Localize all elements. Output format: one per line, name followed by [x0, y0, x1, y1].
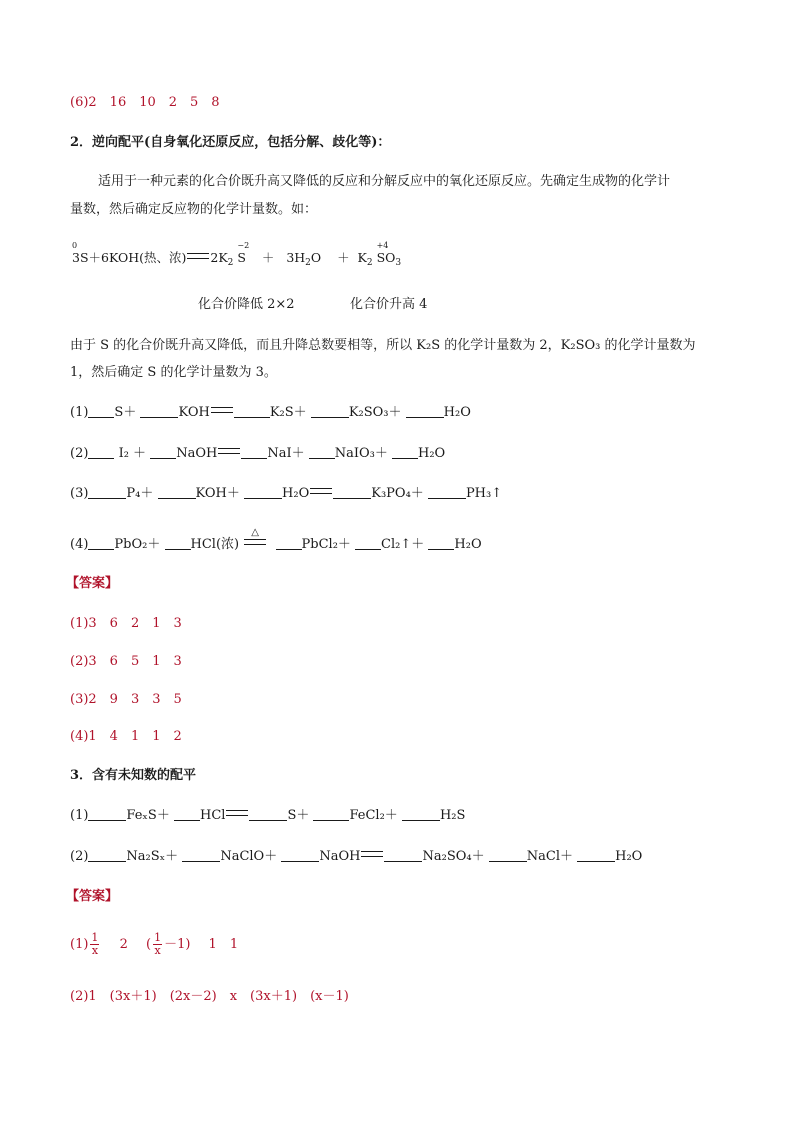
answer-label-section-2: 【答案】	[66, 576, 119, 591]
valence-decrease-note: 化合价降低 2×2	[198, 297, 295, 312]
section-2-heading: 2．逆向配平(自身氧化还原反应，包括分解、歧化等)：	[70, 135, 391, 150]
question-3-1: (1) FeₓS＋ HCl S＋ FeCl₂＋ H₂S	[70, 808, 466, 823]
question-2-4: (4) PbO₂＋ HCl(浓) △ PbCl₂＋ Cl₂↑＋ H₂O	[70, 536, 482, 554]
intro-line-2: 量数，然后确定反应物的化学计量数。如：	[70, 202, 318, 217]
heat-symbol: △	[251, 527, 259, 538]
example-equation: 0 3S＋6KOH(热、浓) $2K_2$ −2 S ＋ $3H_2O$ ＋ $K_2$ +4 $SO_3$	[72, 241, 402, 268]
intro-line-1: 适用于一种元素的化合价既升高又降低的反应和分解反应中的氧化还原反应。先确定生成物的化学计	[98, 174, 671, 189]
equals-sign	[187, 253, 209, 259]
question-2-3: (3) P₄＋ KOH＋ H₂O K₃PO₄＋ PH₃↑	[70, 486, 503, 501]
answer-2-4: (4)1 4 1 1 2	[70, 729, 182, 744]
question-3-2: (2) Na₂Sₓ＋ NaClO＋ NaOH Na₂SO₄＋ NaCl＋ H₂O	[70, 849, 643, 864]
answer-3-2: (2)1 (3x＋1) (2x－2) x (3x＋1) (x－1)	[70, 989, 349, 1004]
ox-s: 0 3	[72, 241, 80, 265]
answer-2-2: (2)3 6 5 1 3	[70, 654, 182, 669]
previous-answer: (6)2 16 10 2 5 8	[70, 95, 220, 110]
valence-increase-note: 化合价升高 4	[350, 297, 428, 312]
answer-3-1: (1) $\frac{1}{x}$ 2 ( $\frac{1}{x}$ －1) 1 1	[70, 931, 239, 957]
explain-line-1: 由于 S 的化合价既升高又降低，而且升降总数要相等，所以 K₂S 的化学计量数为 2，K₂SO₃ 的化学计量数为	[70, 338, 696, 353]
question-2-2: (2) I₂ ＋ NaOH NaI＋ NaIO₃＋ H₂O	[70, 446, 446, 461]
section-3-heading: 3．含有未知数的配平	[70, 768, 197, 783]
answer-label-section-3: 【答案】	[66, 889, 119, 904]
explain-line-2: 1，然后确定 S 的化学计量数为 3。	[70, 365, 277, 380]
answer-2-1: (1)3 6 2 1 3	[70, 616, 182, 631]
answer-2-3: (3)2 9 3 3 5	[70, 692, 182, 707]
question-2-1: (1) S＋ KOH K₂S＋ K₂SO₃＋ H₂O	[70, 405, 471, 420]
